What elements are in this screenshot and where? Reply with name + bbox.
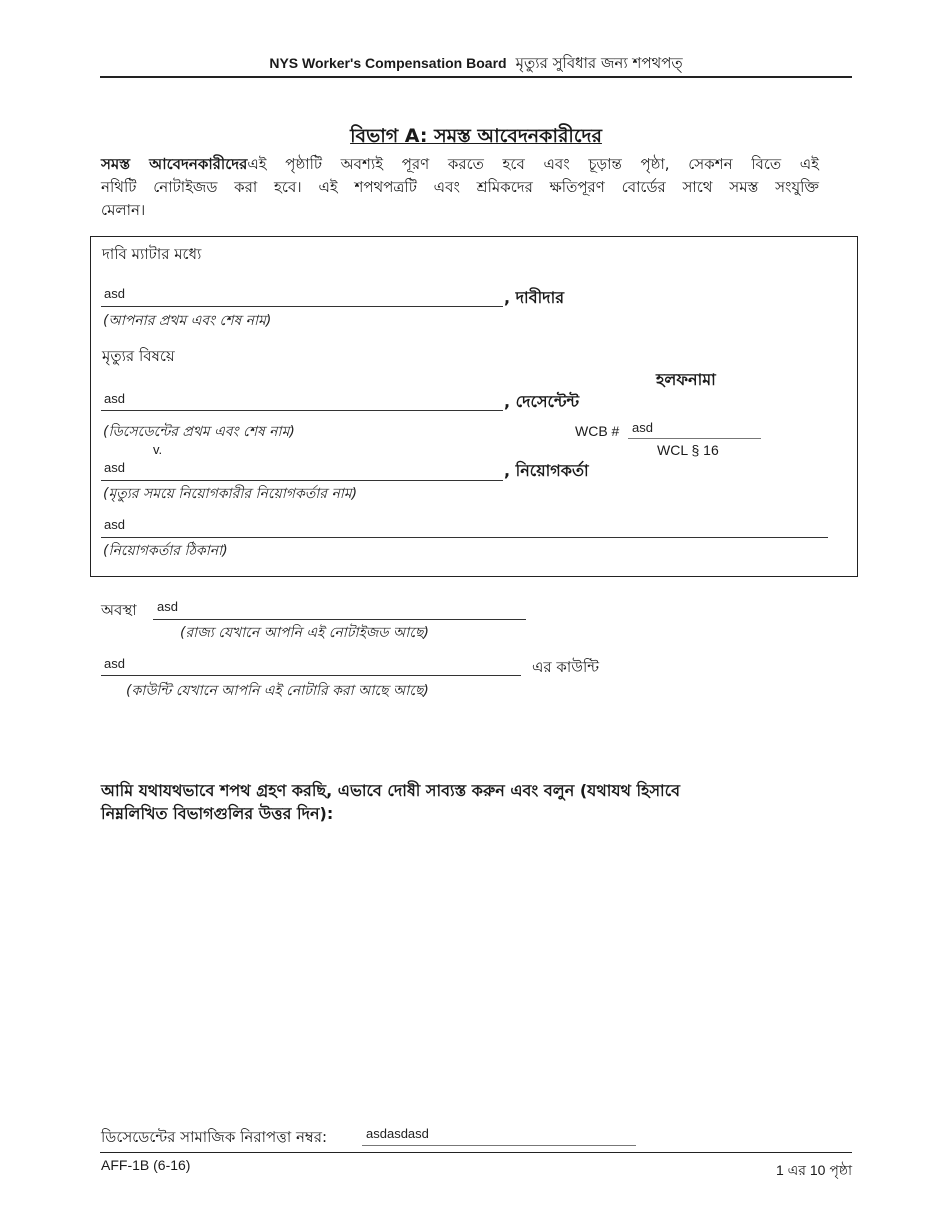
claim-box <box>90 236 858 577</box>
claimant-hint: (আপনার প্রথম এবং শেষ নাম) <box>103 313 272 329</box>
county-suffix: এর কাউন্টি <box>532 658 600 676</box>
claimant-role: , দাবীদার <box>504 288 565 307</box>
section-intro <box>101 153 819 222</box>
death-label: মৃত্যুর বিষয়ে <box>102 347 175 365</box>
versus-label: v. <box>153 442 163 457</box>
wcb-number-input[interactable]: asd <box>632 420 653 435</box>
state-hint: (রাজ্য যেখানে আপনি এই নোটাইজড আছে) <box>180 625 429 641</box>
intro-line-1: এই পৃষ্ঠাটি অবশ্যই পূরণ করতে হবে এবং চূড়ান্ত পৃষ্ঠা, সেকশন বিতে এই <box>247 155 819 173</box>
decedent-name-input[interactable]: asd <box>104 391 125 406</box>
matter-label: দাবি ম্যাটার মধ্যে <box>102 245 202 263</box>
oath-statement <box>101 779 841 825</box>
decedent-role: , দেসেন্টেন্ট <box>504 392 580 411</box>
footer-rule <box>100 1152 852 1153</box>
county-line <box>101 675 521 676</box>
employer-address-hint: (নিয়োগকর্তার ঠিকানা) <box>103 543 228 559</box>
ssn-line <box>362 1145 636 1146</box>
oath-line-1: আমি যথাযথভাবে শপথ গ্রহণ করছি, এভাবে দোষী সাব্যস্ত করুন এবং বলুন (যথাযথ হিসাবে <box>101 781 681 800</box>
claimant-name-line <box>101 306 503 307</box>
state-input[interactable]: asd <box>157 599 178 614</box>
intro-line-2: নথিটি নোটাইজড করা হবে। এই শপথপত্রটি এবং শ্রমিকদের ক্ষতিপূরণ বোর্ডের সাথে সমস্ত সংযুক্তি <box>101 178 819 196</box>
county-hint: (কাউন্টি যেখানে আপনি এই নোটারি করা আছে আছে) <box>126 683 429 699</box>
employer-address-line <box>101 537 828 538</box>
employer-name-input[interactable]: asd <box>104 460 125 475</box>
state-label: অবস্থা <box>101 601 137 619</box>
header-rule <box>100 76 852 78</box>
state-line <box>153 619 526 620</box>
affidavit-label: হলফনামা <box>656 370 716 389</box>
page-number: 1 এর 10 পৃষ্ঠা <box>775 1162 852 1178</box>
form-code: AFF-1B (6-16) <box>101 1157 191 1173</box>
county-input[interactable]: asd <box>104 656 125 671</box>
wcl-label: WCL § 16 <box>657 442 719 458</box>
section-title: বিভাগ A: সমস্ত আবেদনকারীদের <box>350 125 602 147</box>
wcb-number-line <box>628 438 761 439</box>
decedent-name-line <box>101 410 503 411</box>
intro-bold: সমস্ত আবেদনকারীদের <box>101 155 248 173</box>
employer-hint: (মৃত্যুর সময়ে নিয়োগকারীর নিয়োগকর্তার নাম) <box>103 486 358 502</box>
form-title: মৃত্যুর সুবিধার জন্য শপথপত্ <box>515 54 683 72</box>
agency-name: NYS Worker's Compensation Board <box>269 55 507 71</box>
employer-address-input[interactable]: asd <box>104 517 125 532</box>
decedent-hint: (ডিসেডেন্টের প্রথম এবং শেষ নাম) <box>103 424 295 440</box>
ssn-label: ডিসেডেন্টের সামাজিক নিরাপত্তা নম্বর: <box>101 1128 328 1146</box>
employer-name-line <box>101 480 503 481</box>
wcb-label: WCB # <box>575 423 620 439</box>
page-header <box>100 52 852 77</box>
oath-line-2: নিম্নলিখিত বিভাগগুলির উত্তর দিন): <box>101 804 334 823</box>
claimant-name-input[interactable]: asd <box>104 286 125 301</box>
ssn-input[interactable]: asdasdasd <box>366 1126 429 1141</box>
intro-line-3: মেলান। <box>101 201 146 219</box>
employer-role: , নিয়োগকর্তা <box>504 461 589 480</box>
